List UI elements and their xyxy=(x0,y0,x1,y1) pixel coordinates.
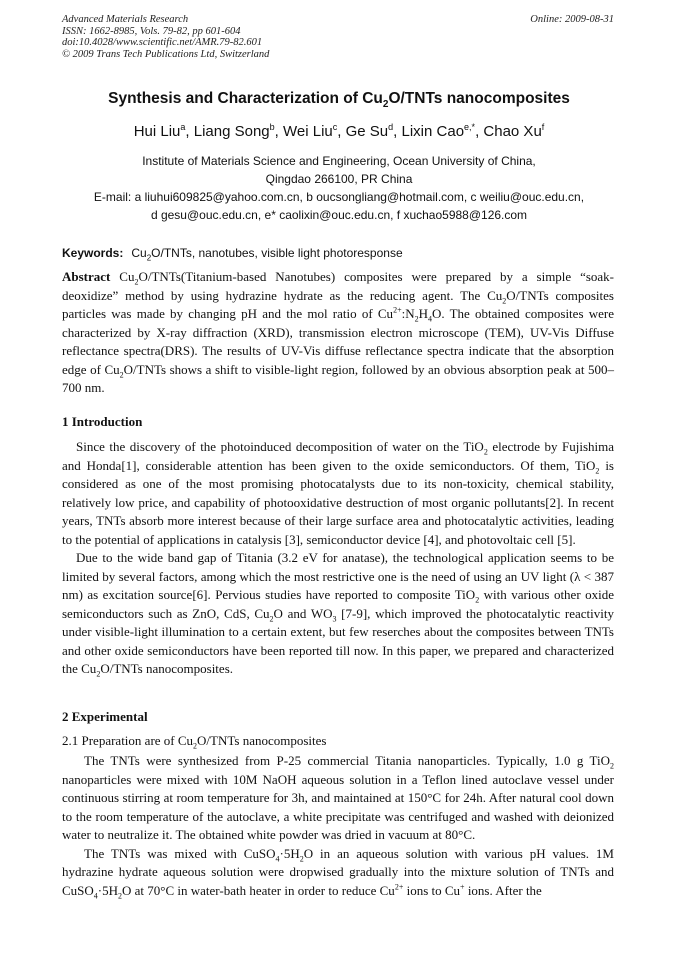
email-line: E-mail: a liuhui609825@yahoo.com.cn, b oucsongliang@hotmail.com, c weiliu@ouc.edu.cn, xyxy=(93,190,585,204)
section-heading: 2 Experimental xyxy=(62,709,148,724)
experimental-body xyxy=(62,752,614,900)
abstract: Abstract $Cu_2O/TNTs(Titanium$-based Nanotubes) composites were prepared by a simple “soak-deoxidize” method by using hydrazine hydrate as the reducing agent. The $Cu_2O$/TNTs composites particles was made by changing pH and the mol ratio of $Cu^{2+}:N_2H_4O$. The obtained composites were characterized by X-ray diffraction (XRD), transmission electron microscope (TEM), UV-Vis Diffuse reflectance spectra(DRS). The results of UV-Vis diffuse reflectance spectra indicate that the absorption edge of $Cu_2O$/TNTs shows a shift to visible-light region, followed by an obvious absorption peak at 500–700 nm. xyxy=(62,269,615,395)
affiliation-city: Qingdao 266100, PR China xyxy=(265,172,413,186)
author: Hui Liu$^a$ xyxy=(133,122,186,140)
doi-line: doi:10.4028/www.scientific.net/AMR.79-82.601 xyxy=(62,37,263,48)
intro-body xyxy=(62,438,614,679)
section-heading: 1 Introduction xyxy=(62,414,143,429)
author: Ge Su$^d$ xyxy=(345,122,394,140)
author-list: Hui Liu$^a$, Liang Song$^b$, Wei Liu$^c$, Ge Su$^d$, Lixin Cao$^{e,*}$, Chao Xu$^f$ xyxy=(133,122,545,140)
paragraph: Due to the wide band gap of Titania (3.2 eV for anatase), the technological application seems to be limited by several factors, among which the most restrictive one is the need of using an UV light (λ < 387 nm) as excitation source[6]. Pervious studies have reported to composite TiO$_2$ with various other oxide semiconductors such as ZnO, CdS, $Cu_2O$ and $WO_3$ [7-9], which improved the photocatalytic reactivity under visible-light illumination to a certain extent, but few reserches about the composites between TNTs and other oxide semiconductors have been reported till now. In this paper, we prepared and characterized the $Cu_2O$/TNTs nanocomposites. xyxy=(62,550,614,679)
journal-header xyxy=(62,14,269,60)
affiliation-line: Institute of Materials Science and Engineering, Ocean University of China, xyxy=(142,154,536,168)
paragraph: The TNTs were synthesized from P-25 commercial Titania nanoparticles. Typically, 1.0 g TiO$_2$ nanoparticles were mixed with 10M NaOH aqueous solution in a Teflon lined autoclave vessel under continuous stirring at room temperature for 3h, and maintained at 150°C for 24h. After natural cool down to the room temperature of the autoclave, a white precipitate was centrifuged and washed with deionized water to neutralize it. The obtained white powder was dried in vacuum at 80°C. xyxy=(62,753,614,842)
email-line: d gesu@ouc.edu.cn, e* caolixin@ouc.edu.cn, f xuchao5988@126.com xyxy=(150,208,528,222)
keywords-label: Keywords: xyxy=(62,246,124,260)
author: Chao Xu$^f$ xyxy=(483,122,545,140)
journal-name: Advanced Materials Research xyxy=(62,14,189,25)
paragraph: Since the discovery of the photoinduced decomposition of water on the TiO$_2$ electrode by Fujishima and Honda[1], considerable attention has been given to the oxide semiconductors. Of them, TiO$_2$ is considered as one of the most promising photocatalysts due to its non-toxicity, chemical stability, relatively low price, and capability of photooxidative destruction of most organic pollutants[2]. In recent years, TNTs absorb more interest because of their large surface area and photocatalytic activities, leading to the potential of applications in catalysis [3], semiconductor device [4], and photovoltaic cell [5]. xyxy=(62,439,615,547)
keywords: Keywords: $Cu_2O$/TNTs, nanotubes, visible light photoresponse xyxy=(62,246,403,263)
author: Liang Song$^b$ xyxy=(193,122,275,140)
abstract-label: Abstract xyxy=(62,269,111,284)
subsection-heading: 2.1 Preparation are of $Cu_2O$/TNTs nanocomposites xyxy=(62,733,327,751)
online-date: Online: 2009-08-31 xyxy=(530,14,614,25)
author: Lixin Cao$^{e,*}$ xyxy=(401,122,476,140)
paper-title: Synthesis and Characterization of $Cu_2O$/TNTs nanocomposites xyxy=(108,90,570,111)
copyright-line: © 2009 Trans Tech Publications Ltd, Switzerland xyxy=(62,48,270,60)
paragraph: The TNTs was mixed with $CuSO_4\cdot 5H_2O$ in an aqueous solution with various pH values. 1M hydrazine hydrate aqueous solution were dropwised gradually into the mixture solution of TNTs and $CuSO_4\cdot 5H_2O$ at 70°C in water-bath heater in order to reduce $Cu^{2+}$ ions to Cu+ ions. After the xyxy=(62,845,614,901)
author: Wei Liu$^c$ xyxy=(283,122,338,140)
issn-line: ISSN: 1662-8985, Vols. 79-82, pp 601-604 xyxy=(62,25,241,37)
